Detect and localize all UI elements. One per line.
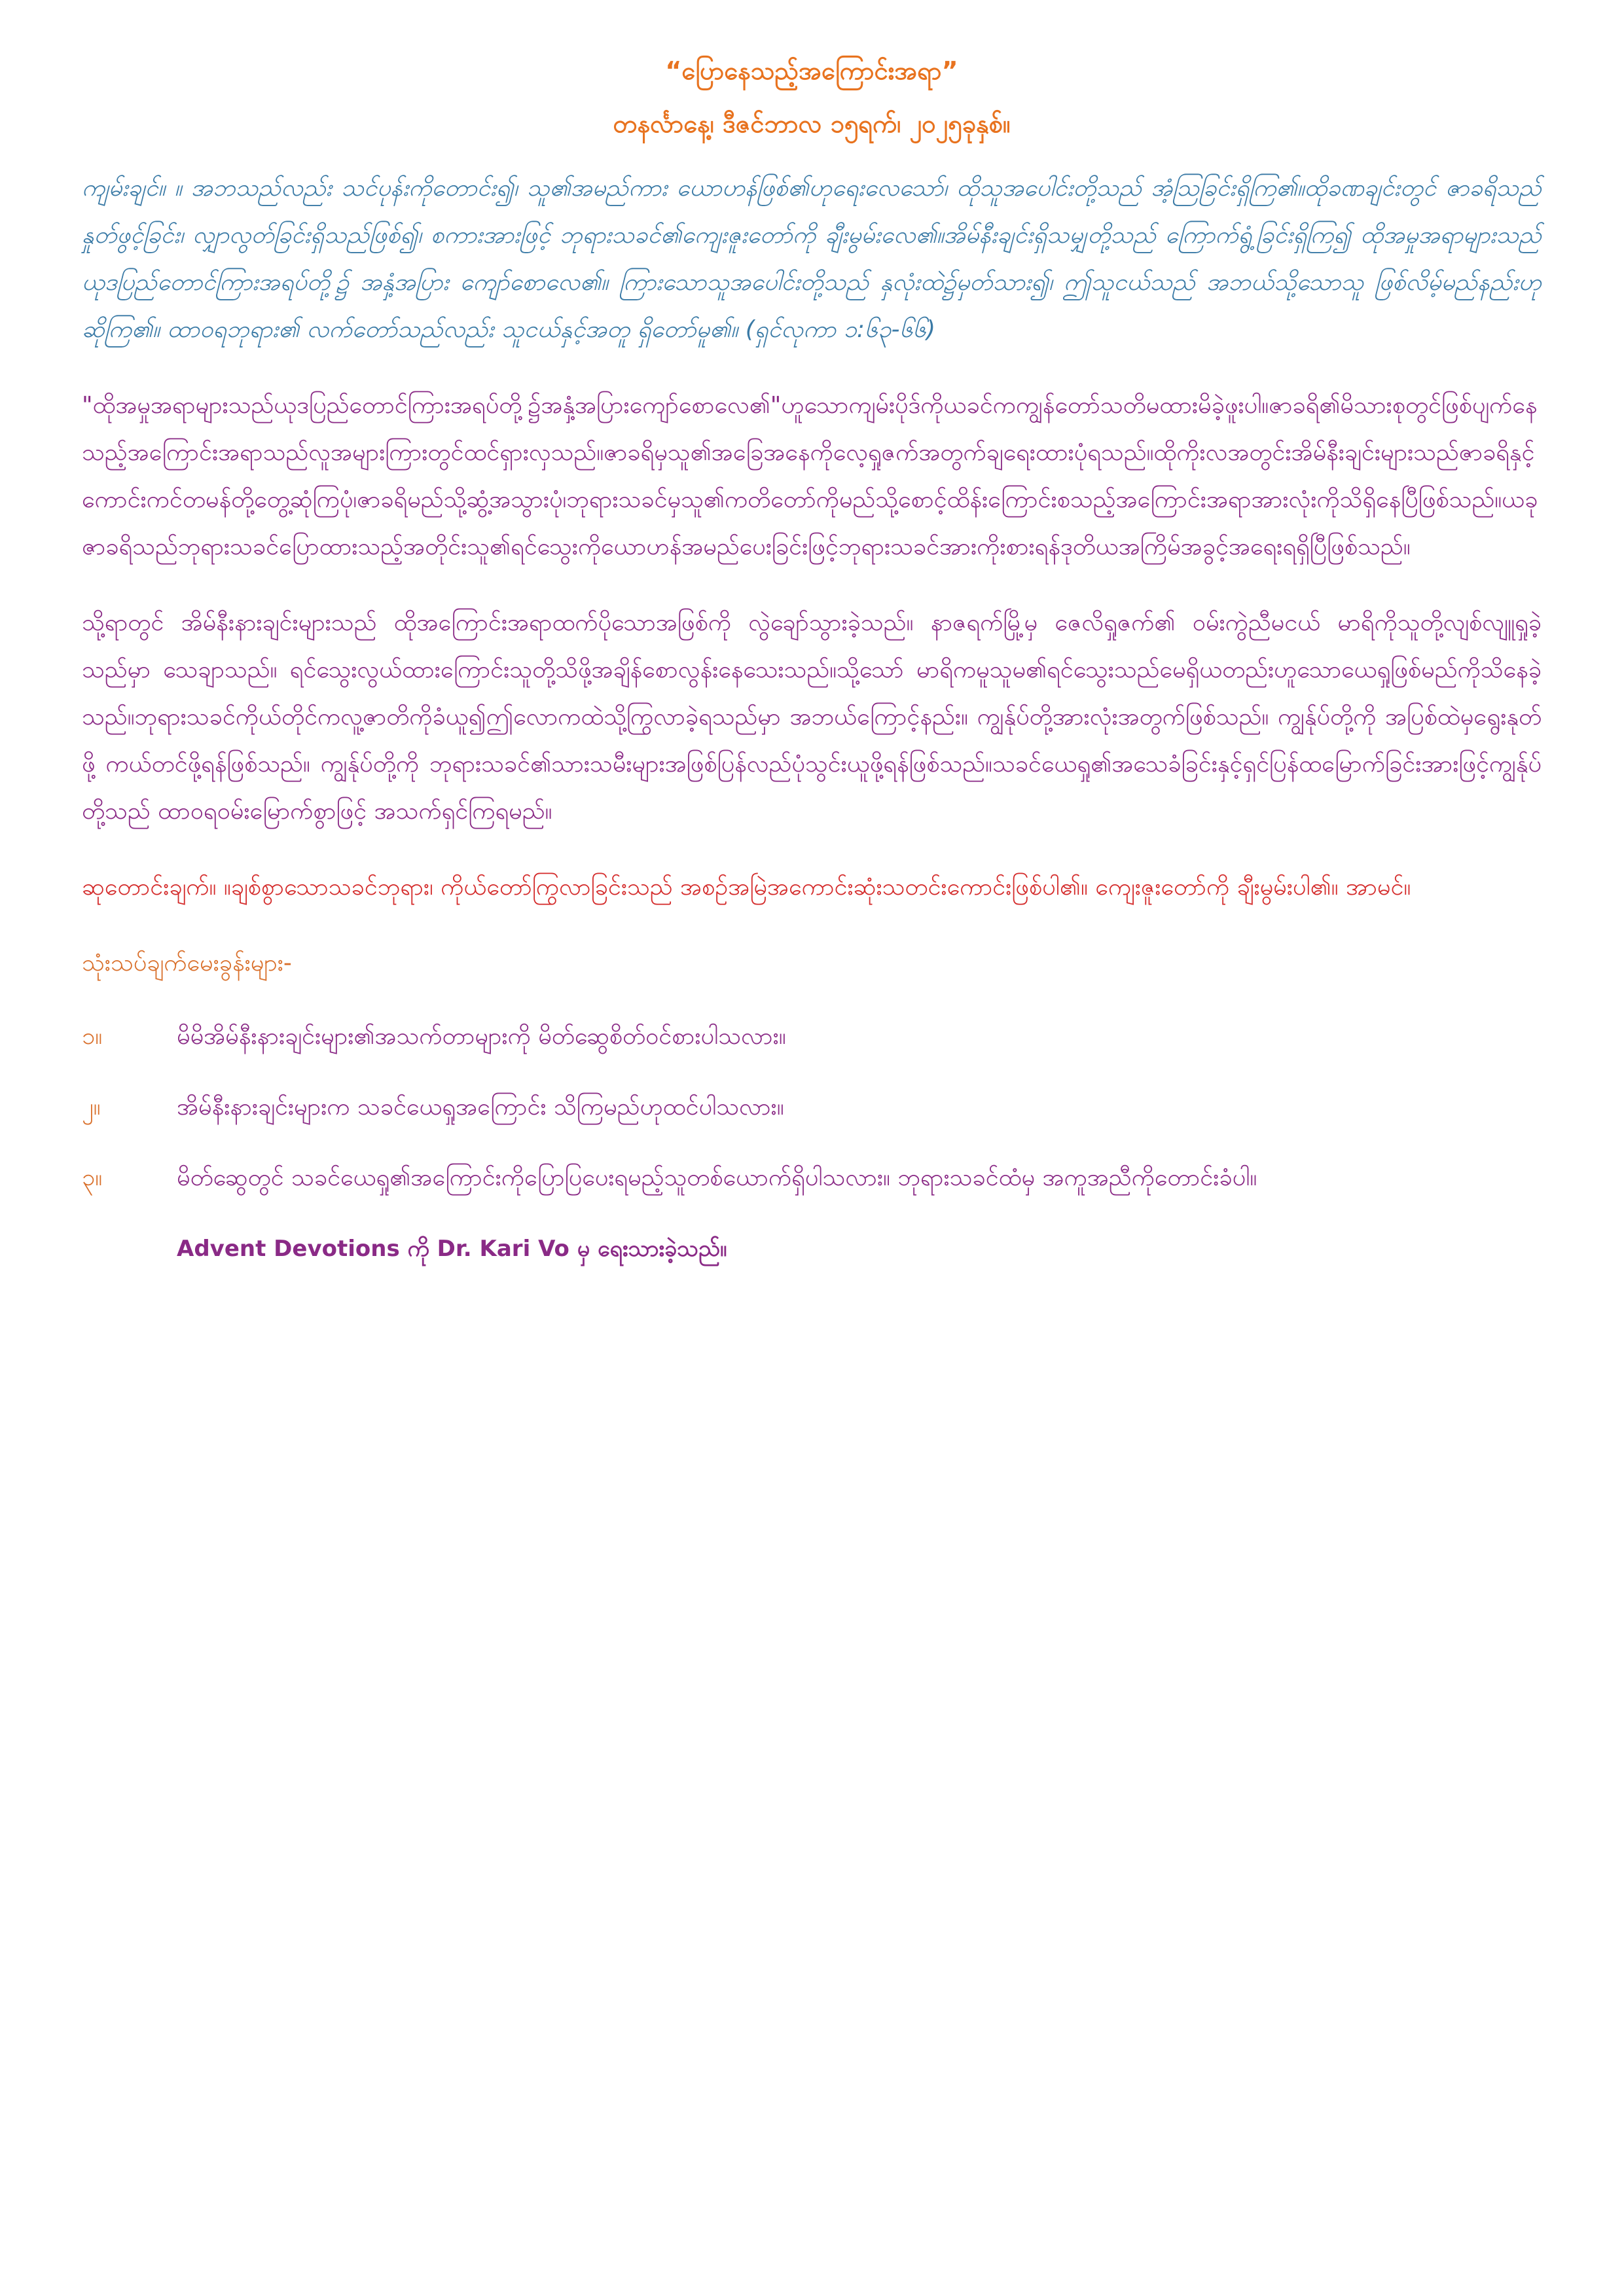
question-item xyxy=(82,1084,1542,1131)
question-text: အိမ်နီးနားချင်းများက သခင်ယေရှုအကြောင်း သိကြမည်ဟုထင်ပါသလား။ xyxy=(177,1094,784,1121)
prayer-paragraph: ဆုတောင်းချက်။ ။ချစ်စွာသောသခင်ဘုရား၊ ကိုယ်တော်ကြွလာခြင်းသည် အစဉ်အမြဲအကောင်းဆုံးသတင်းကောင်းဖြစ်ပါ၏။ ကျေးဇူးတော်ကို ချီးမွမ်းပါ၏။ အာမင်။ xyxy=(82,874,1411,901)
question-item xyxy=(82,1013,1542,1060)
body-paragraph-2: သို့ရာတွင် အိမ်နီးနားချင်းများသည် ထိုအကြောင်းအရာထက်ပိုသောအဖြစ်ကို လွဲချော်သွားခဲ့သည်။ နာဇရက်မြို့မှ ဇေလိရှုဇက်၏ ဝမ်းကွဲညီမငယ် မာရိကိုသူတို့လျစ်လျူရှုခဲ့သည်မှာ သေချာသည်။ ရင်သွေးလွယ်ထားကြောင်းသူတို့သိဖို့အချိန်စောလွန်းနေသေးသည်။သို့သော် မာရိကမူသူမ၏ရင်သွေးသည်မေရှိယတည်းဟူသောယေရှုဖြစ်မည်ကိုသိနေခဲ့သည်။ဘုရားသခင်ကိုယ်တိုင်ကလူ့ဇာတိကိုခံယူ၍ဤလောကထဲသို့ကြွလာခဲ့ရသည်မှာ အဘယ်ကြောင့်နည်း။ ကျွန်ုပ်တို့အားလုံးအတွက်ဖြစ်သည်။ ကျွန်ုပ်တို့ကို အပြစ်ထဲမှရွေးနုတ်ဖို့ ကယ်တင်ဖို့ရန်ဖြစ်သည်။ ကျွန်ုပ်တို့ကို ဘုရားသခင်၏သားသမီးများအဖြစ်ပြန်လည်ပုံသွင်းယူဖို့ရန်ဖြစ်သည်။သခင်ယေရှု၏အသေခံခြင်းနှင့်ရှင်ပြန်ထမြောက်ခြင်းအားဖြင့်ကျွန်ုပ်တို့သည် ထာဝရဝမ်းမြောက်စွာဖြင့် အသက်ရှင်ကြရမည်။ xyxy=(82,609,1542,825)
question-number: ၃။ xyxy=(82,1164,103,1191)
question-text: မိတ်ဆွေတွင် သခင်ယေရှု၏အကြောင်းကိုပြောပြပေးရမည့်သူတစ်ယောက်ရှိပါသလား။ ဘုရားသခင်ထံမှ အကူအညီကိုတောင်းခံပါ။ xyxy=(177,1164,1257,1191)
questions-title: သုံးသပ်ချက်မေးခွန်းများ- xyxy=(82,950,292,977)
body-paragraph-1: "ထိုအမှုအရာများသည်ယုဒပြည်တောင်ကြားအရပ်တို့၌အနှံ့အပြားကျော်စောလေ၏"ဟူသောကျမ်းပိုဒ်ကိုယခင်ကကျွန်တော်သတိမထားမိခဲ့ဖူးပါ။ဇာခရိ၏မိသားစုတွင်ဖြစ်ပျက်နေသည့်အကြောင်းအရာသည်လူအများကြားတွင်ထင်ရှားလှသည်။ဇာခရိမှသူ၏အခြေအနေကိုလေ့ရှုဇက်အတွက်ချရေးထားပုံရသည်။ထိုကိုးလအတွင်းအိမ်နီးချင်းများသည်ဇာခရိနှင့်ကောင်းကင်တမန်တို့တွေ့ဆုံကြပုံ၊ဇာခရိမည်သို့ဆွံ့အသွားပုံ၊ဘုရားသခင်မှသူ၏ကတိတော်ကိုမည်သို့စောင့်ထိန်းကြောင်းစသည့်အကြောင်းအရာအားလုံးကိုသိရှိနေပြီဖြစ်သည်။ယခုဇာခရိသည်ဘုရားသခင်ပြောထားသည့်အတိုင်းသူ၏ရင်သွေးကိုယောဟန်အမည်ပေးခြင်းဖြင့်ဘုရားသခင်အားကိုးစားရန်ဒုတိယအကြိမ်အခွင့်အရေးရရှိပြီဖြစ်သည်။ xyxy=(82,392,1538,560)
page-title: “ပြောနေသည့်အကြောင်းအရာ” xyxy=(665,56,958,85)
scripture-passage: ကျမ်းချင်။ ။ အဘသည်လည်း သင်ပုန်းကိုတောင်း၍၊ သူ၏အမည်ကား ယောဟန်ဖြစ်၏ဟုရေးလေသော်၊ ထိုသူအပေါင်းတို့သည် အံ့သြခြင်းရှိကြ၏။ထိုခဏချင်းတွင် ဇာခရိသည် နှုတ်ဖွင့်ခြင်း၊ လျှာလွတ်ခြင်းရှိသည်ဖြစ်၍၊ စကားအားဖြင့် ဘုရားသခင်၏ကျေးဇူးတော်ကို ချီးမွမ်းလေ၏။အိမ်နီးချင်းရှိသမျှတို့သည် ကြောက်ရွံ့ခြင်းရှိကြ၍ ထိုအမှုအရာများသည် ယုဒပြည်တောင်ကြားအရပ်တို့၌ အနှံ့အပြား ကျော်စောလေ၏။ ကြားသောသူအပေါင်းတို့သည် နှလုံးထဲ၌မှတ်သား၍၊ ဤသူငယ်သည် အဘယ်သို့သောသူ ဖြစ်လိမ့်မည်နည်းဟု ဆိုကြ၏။ ထာဝရဘုရား၏ လက်တော်သည်လည်း သူငယ်နှင့်အတူ ရှိတော်မူ၏။ (ရှင်လုကာ ၁:၆၃-၆၆) xyxy=(82,175,1542,343)
question-number: ၂။ xyxy=(82,1094,101,1121)
question-number: ၁။ xyxy=(82,1023,103,1050)
question-text: မိမိအိမ်နီးနားချင်းများ၏အသက်တာများကို မိတ်ဆွေစိတ်ဝင်စားပါသလား။ xyxy=(177,1023,786,1050)
devotion-page xyxy=(82,52,1542,1272)
page-date: တနင်္လာနေ့၊ ဒီဇင်ဘာလ ၁၅ရက်၊ ၂၀၂၅ခုနှစ်။ xyxy=(613,109,1011,138)
author-credit: Advent Devotions ကို Dr. Kari Vo မှ ရေးသားခဲ့သည်။ xyxy=(177,1236,727,1262)
question-item xyxy=(82,1155,1542,1202)
